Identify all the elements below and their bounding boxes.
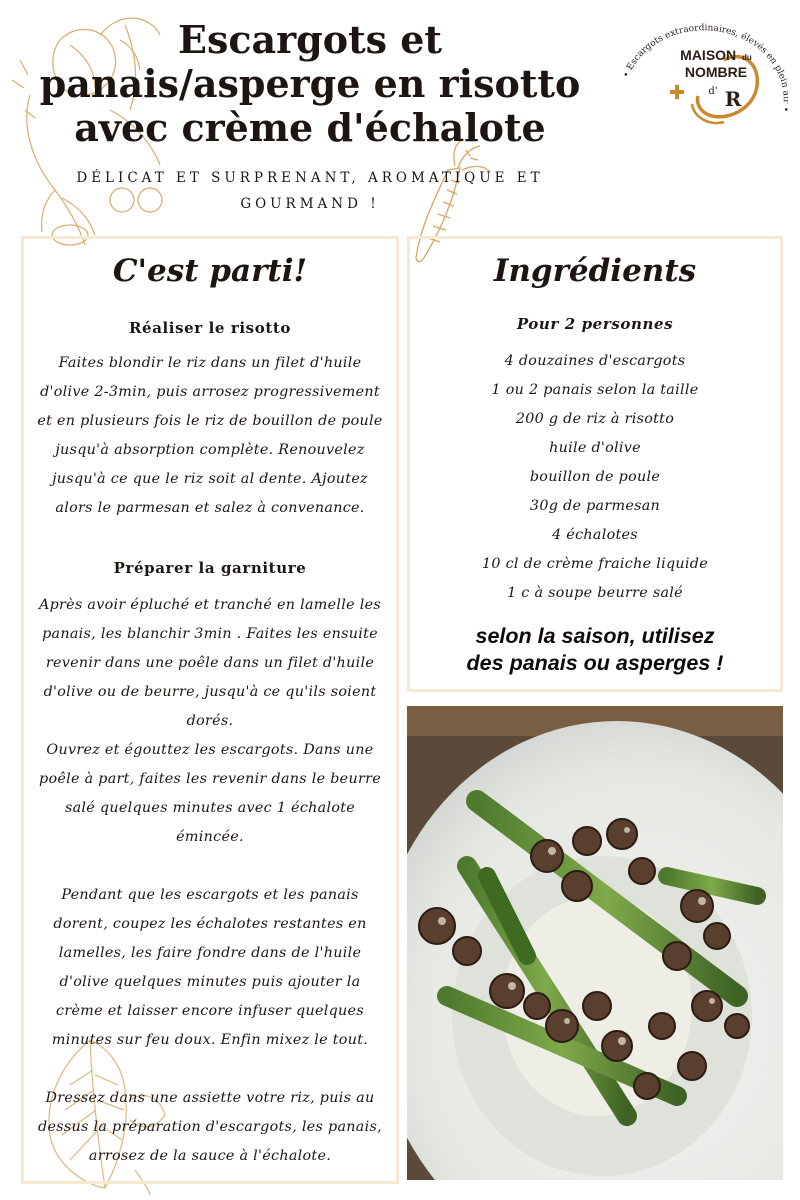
ingredient-item: 30g de parmesan [529,498,661,514]
steps-panel [21,236,399,1184]
plus-icon [670,85,684,99]
steps-title: C'est parti! [112,253,308,289]
ingredients-title: Ingrédients [493,253,697,289]
step-text-line: émincée. [176,829,244,845]
step-text-line: d'olive 2-3min, puis arrosez progressivement [40,384,380,400]
step-text-line: dorent, coupez les échalotes restantes en [53,916,367,932]
step-text-line: dorés. [186,713,234,729]
step-text-line: crème et laisser encore infuser quelques [56,1003,364,1019]
step-text-line: poêle à part, faites les revenir dans le beurre [39,771,381,787]
step-text-line: revenir dans une poêle dans un filet d'huile [45,655,375,671]
step-text-line: Ouvrez et égouttez les escargots. Dans une [46,742,374,758]
step-text-line: arrosez de la sauce à l'échalote. [88,1148,332,1164]
ingredient-item: 1 c à soupe beurre salé [507,585,683,601]
recipe-subtitle: DÉLICAT ET SURPRENANT, AROMATIQUE ET GOURMAND ! [76,170,544,212]
logo-name-maison: MAISON [680,47,737,63]
season-note-line1: selon la saison, utilisez [475,624,715,648]
logo-arc-text: • Escargots extraordinaires, élevés en plei [621,23,788,84]
step-text-line [24,1055,396,1084]
step-text-line: d'olive ou de beurre, jusqu'à ce qu'ils soient [43,684,377,700]
ingredient-item: 10 cl de crème fraiche liquide [481,556,708,572]
step-text-line: et en plusieurs fois le riz de bouillon de poule [37,413,383,429]
ingredients-panel [407,236,783,692]
step-text-line: Dressez dans une assiette votre riz, puis au [45,1090,375,1106]
step-text-line: salé quelques minutes avec 1 échalote [64,800,356,816]
logo-name-du: du [742,53,752,62]
step-text-line: Après avoir épluché et tranché en lamelle les [38,597,382,613]
ingredient-item: bouillon de poule [529,469,661,485]
servings-label: Pour 2 personnes [516,315,674,333]
ingredient-item: huile d'olive [549,440,641,456]
ingredient-item: 4 douzaines d'escargots [504,353,686,369]
step-text-line: panais, les blanchir 3min . Faites les ensuite [42,626,378,642]
step-text-line: lamelles, les faire fondre dans de l'huile [58,945,362,961]
logo-name-r: R [724,87,742,111]
step-text-line: jusqu'à ce que le riz soit al dente. Ajoutez [52,471,368,487]
svg-text:MAISON du [680,47,752,63]
maison-du-nombre-dor-logo [612,8,788,128]
ingredient-item: 1 ou 2 panais selon la taille [491,382,699,398]
section-risotto-text [24,349,396,523]
logo-graphic [612,8,788,128]
recipe-title: Escargots et panais/asperge en risotto avec crème d'échalote [39,17,581,150]
step-text-line: dessus la préparation d'escargots, les panais, [38,1119,382,1135]
season-note-line2: des panais ou asperges ! [466,651,724,675]
section-garniture-title: Préparer la garniture [113,559,307,577]
ingredient-item: 200 g de riz à risotto [515,411,675,427]
step-text-line [24,852,396,881]
step-text-line: Pendant que les escargots et les panais [61,887,359,903]
ingredient-item: 4 échalotes [552,527,638,543]
ingredients-list [410,347,780,608]
logo-name-d: d' [708,86,718,97]
section-garniture-text [24,591,396,1171]
step-text-line: Faites blondir le riz dans un filet d'huile [58,355,362,371]
section-risotto-title: Réaliser le risotto [128,319,291,337]
step-text-line: jusqu'à absorption complète. Renouvelez [55,442,365,458]
logo-name-nombre: NOMBRE [684,64,748,80]
dish-photo [407,706,783,1180]
step-text-line: minutes sur feu doux. Enfin mixez le tout. [51,1032,369,1048]
step-text-line: alors le parmesan et salez à convenance. [55,500,365,516]
step-text-line: d'olive quelques minutes puis ajouter la [59,974,361,990]
